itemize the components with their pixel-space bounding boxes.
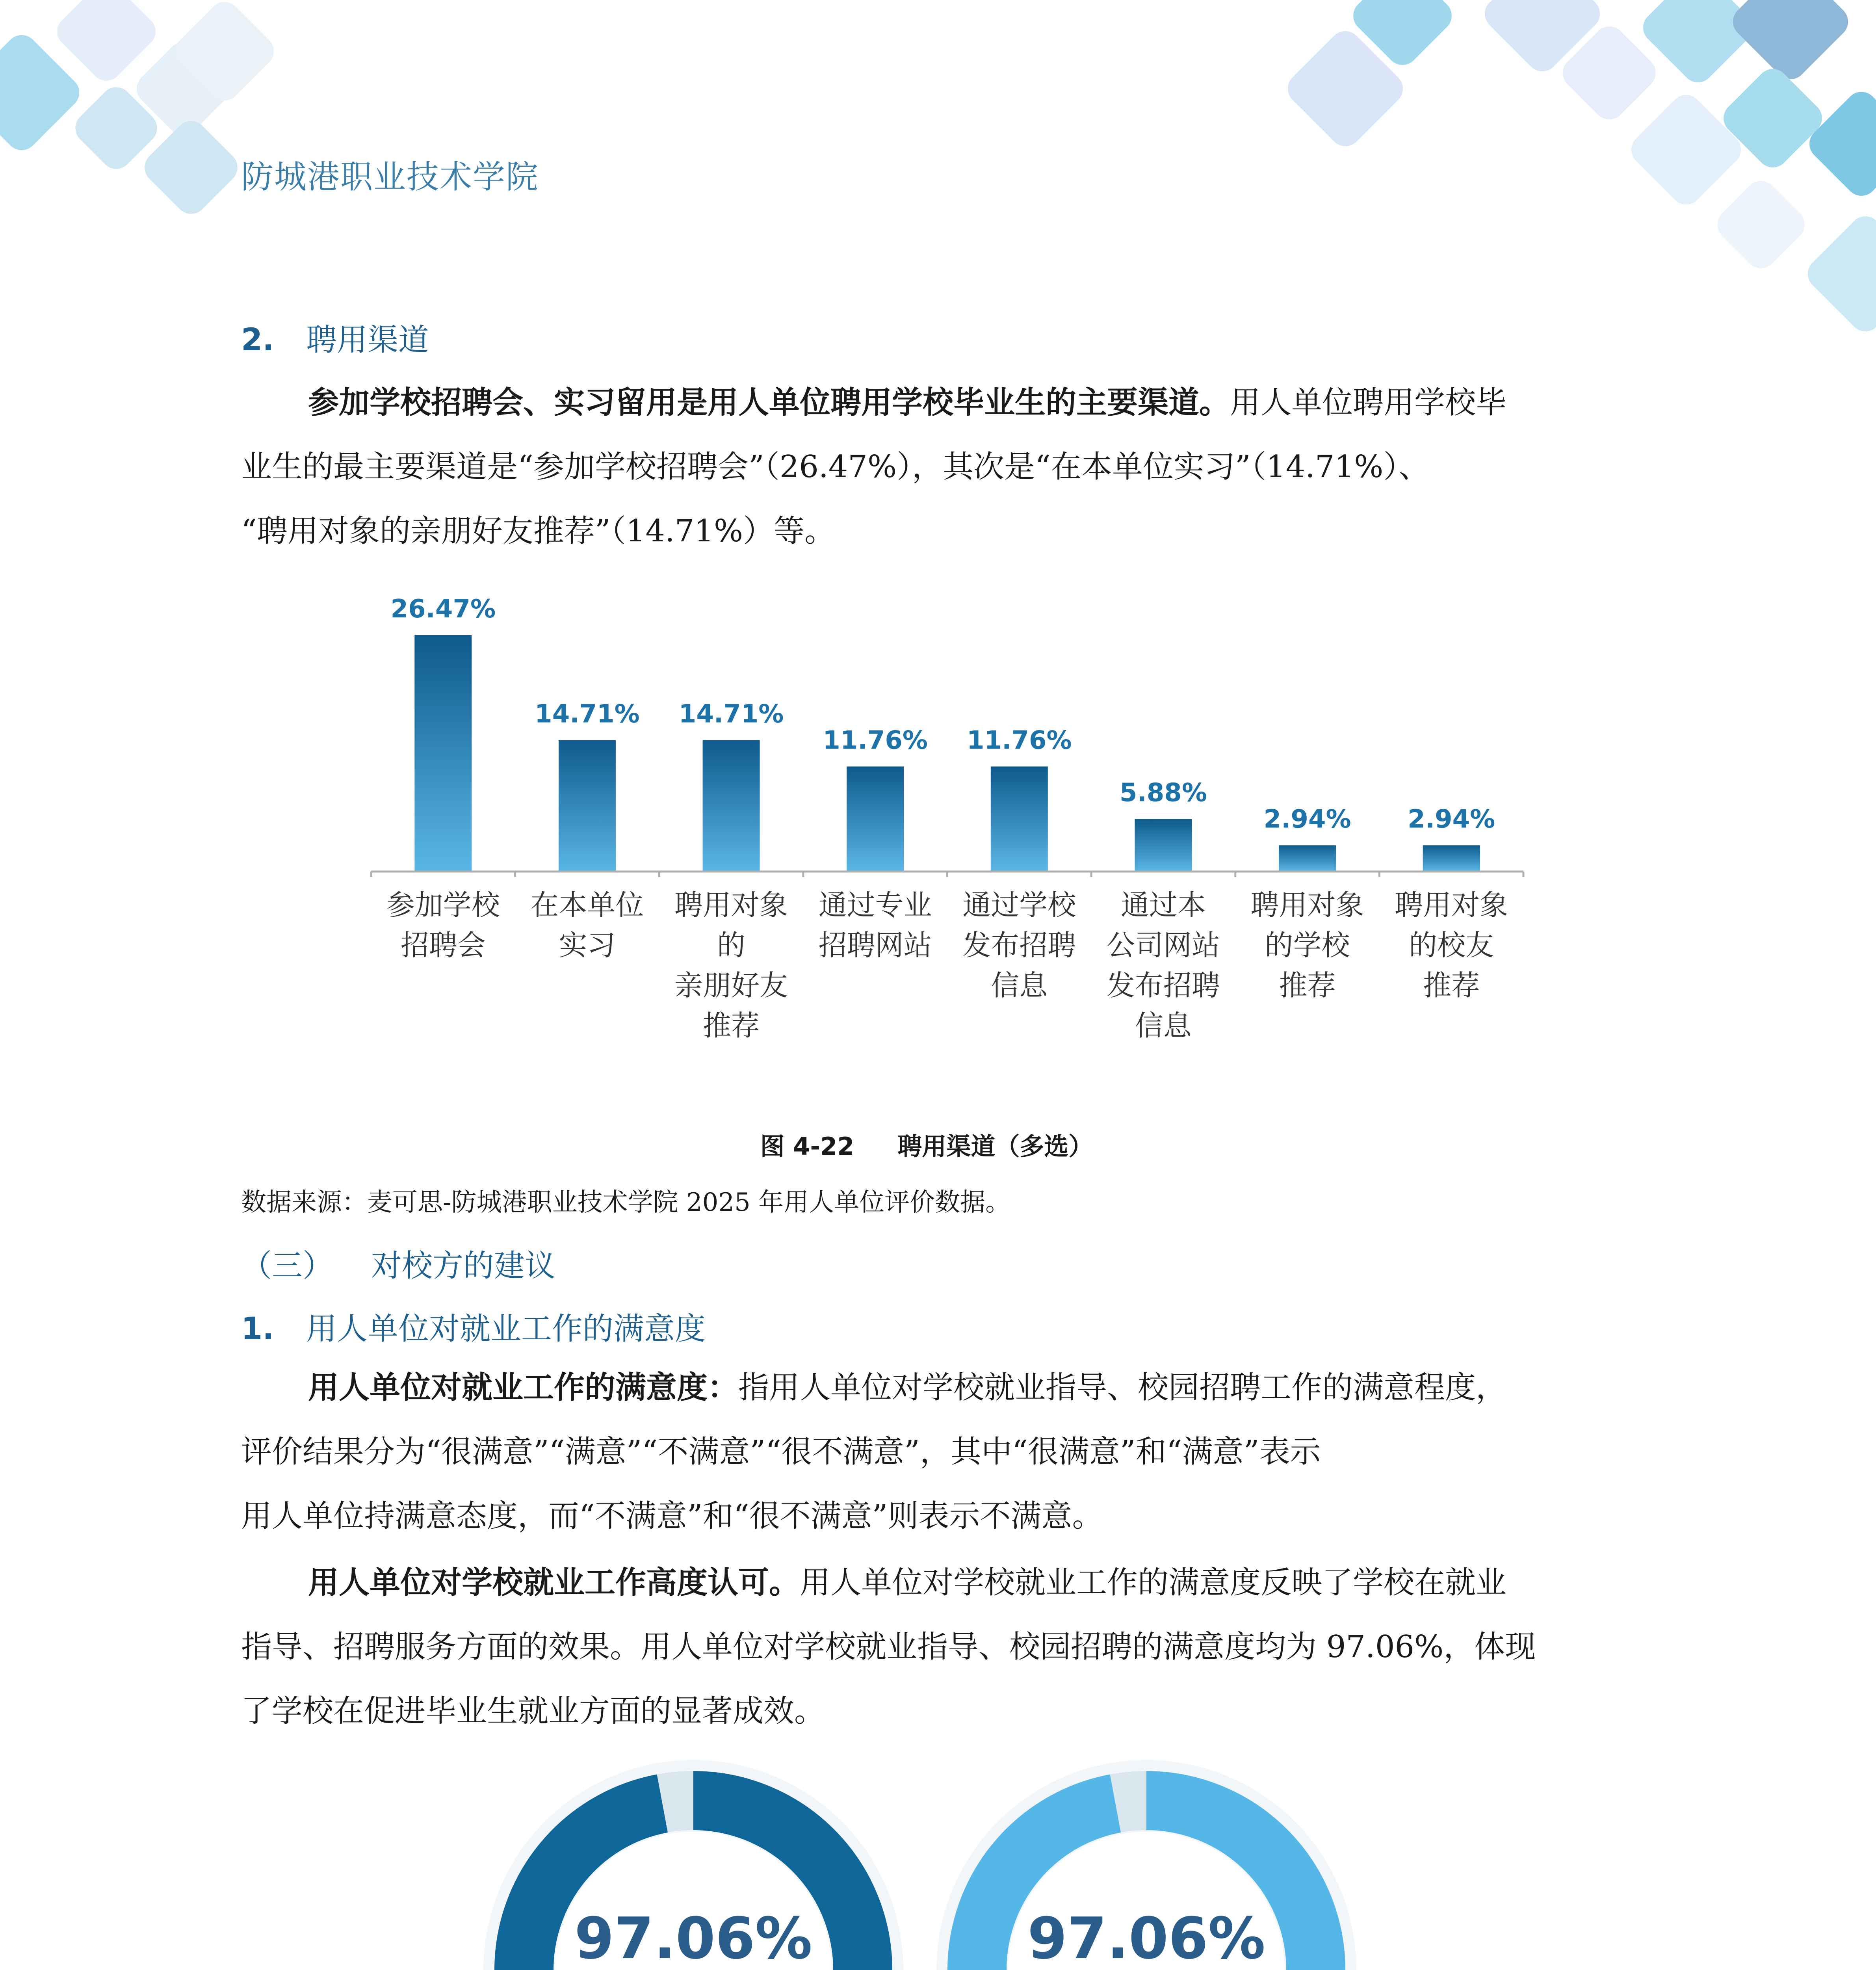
category-label: 聘用对象 (1395, 888, 1508, 922)
donut-value: 97.06% (574, 1905, 812, 1970)
section-heading-channels (241, 315, 429, 359)
category-label: 公司网站 (1106, 929, 1220, 962)
category-label: 参加学校 (386, 888, 500, 922)
channels-para-line2: 业生的最主要渠道是“参加学校招聘会”（26.47%），其次是“在本单位实习”（14.71%）、 (241, 449, 1430, 485)
bar-value-label: 14.71% (678, 699, 784, 729)
bar-value-label: 2.94% (1408, 805, 1495, 834)
p2-line3: 了学校在促进毕业生就业方面的显著成效。 (241, 1693, 825, 1729)
category-label: 实习 (559, 929, 616, 962)
category-label: 通过专业 (818, 888, 932, 922)
bar-value-label: 14.71% (535, 699, 640, 729)
category-label: 的校友 (1409, 929, 1494, 962)
p1-bold: 用人单位对就业工作的满意度： (308, 1370, 739, 1405)
section-title: 聘用渠道 (306, 322, 429, 358)
bar-value-label: 2.94% (1263, 805, 1351, 834)
bar-value-label: 5.88% (1119, 778, 1207, 808)
category-label: 推荐 (1279, 969, 1336, 1002)
donut-value: 97.06% (1027, 1905, 1265, 1970)
channels-para-bold: 参加学校招聘会、实习留用是用人单位聘用学校毕业生的主要渠道。 (308, 385, 1230, 420)
figure-title: 聘用渠道（多选） (897, 1132, 1093, 1161)
category-label: 推荐 (1423, 969, 1480, 1002)
bar (559, 740, 616, 872)
category-label: 信息 (991, 969, 1048, 1002)
category-label: 通过学校 (962, 888, 1076, 922)
category-label: 发布招聘 (962, 929, 1076, 962)
bar (1135, 819, 1192, 872)
section-number: 2. (241, 322, 274, 358)
bar (414, 635, 472, 872)
category-label: 亲朋好友 (674, 969, 788, 1002)
figure-number: 图 4-22 (760, 1132, 854, 1161)
category-label: 招聘网站 (818, 929, 932, 962)
p2-line2: 指导、招聘服务方面的效果。用人单位对学校就业指导、校园招聘的满意度均为 97.06%，体现 (241, 1629, 1536, 1665)
channels-paragraph (241, 370, 1612, 563)
p1-line2: 评价结果分为“很满意”“满意”“不满意”“很不满意”，其中“很满意”和“满意”表示 (241, 1434, 1321, 1470)
figure-4-22-caption (241, 1127, 1612, 1162)
p1-line1: 指用人单位对学校就业指导、校园招聘工作的满意程度， (738, 1370, 1507, 1405)
category-label: 的 (717, 929, 746, 962)
satisfaction-paragraph-1 (241, 1355, 1612, 1548)
p1-line3: 用人单位持满意态度，而“不满意”和“很不满意”则表示不满意。 (241, 1498, 1103, 1534)
category-label: 在本单位 (530, 888, 644, 922)
channels-bar-chart (241, 563, 1612, 1087)
category-label: 发布招聘 (1106, 969, 1220, 1002)
satisfaction-paragraph-2 (241, 1550, 1612, 1743)
bar-value-label: 11.76% (967, 726, 1072, 755)
category-label: 招聘会 (400, 929, 486, 962)
category-label: 的学校 (1265, 929, 1350, 962)
section-heading-satisfaction (241, 1304, 706, 1348)
bar (1279, 845, 1336, 872)
bar-value-label: 26.47% (390, 595, 496, 624)
category-label: 聘用对象 (674, 888, 788, 922)
section-title: 对校方的建议 (371, 1248, 556, 1284)
category-label: 推荐 (703, 1009, 760, 1042)
bar (847, 766, 904, 872)
bar (991, 766, 1048, 872)
satisfaction-donut-charts (473, 1749, 1418, 1970)
p2-bold: 用人单位对学校就业工作高度认可。 (308, 1565, 800, 1600)
channels-para-line3: “聘用对象的亲朋好友推荐”（14.71%）等。 (241, 513, 836, 549)
header-title: 防城港职业技术学院 (241, 158, 539, 196)
p2-line1: 用人单位对学校就业工作的满意度反映了学校在就业 (800, 1565, 1507, 1600)
section-title: 用人单位对就业工作的满意度 (306, 1311, 706, 1347)
category-label: 通过本 (1120, 888, 1206, 922)
section-number: 1. (241, 1311, 274, 1347)
section-number: （三） (241, 1248, 334, 1284)
channels-para-line1: 用人单位聘用学校毕 (1230, 385, 1507, 420)
bar (703, 740, 760, 872)
section-heading-suggestions (241, 1241, 555, 1285)
bar-value-label: 11.76% (823, 726, 928, 755)
figure-4-22-source: 数据来源：麦可思-防城港职业技术学院 2025 年用人单位评价数据。 (241, 1188, 1011, 1217)
category-label: 聘用对象 (1250, 888, 1364, 922)
bar (1423, 845, 1480, 872)
category-label: 信息 (1135, 1009, 1192, 1042)
